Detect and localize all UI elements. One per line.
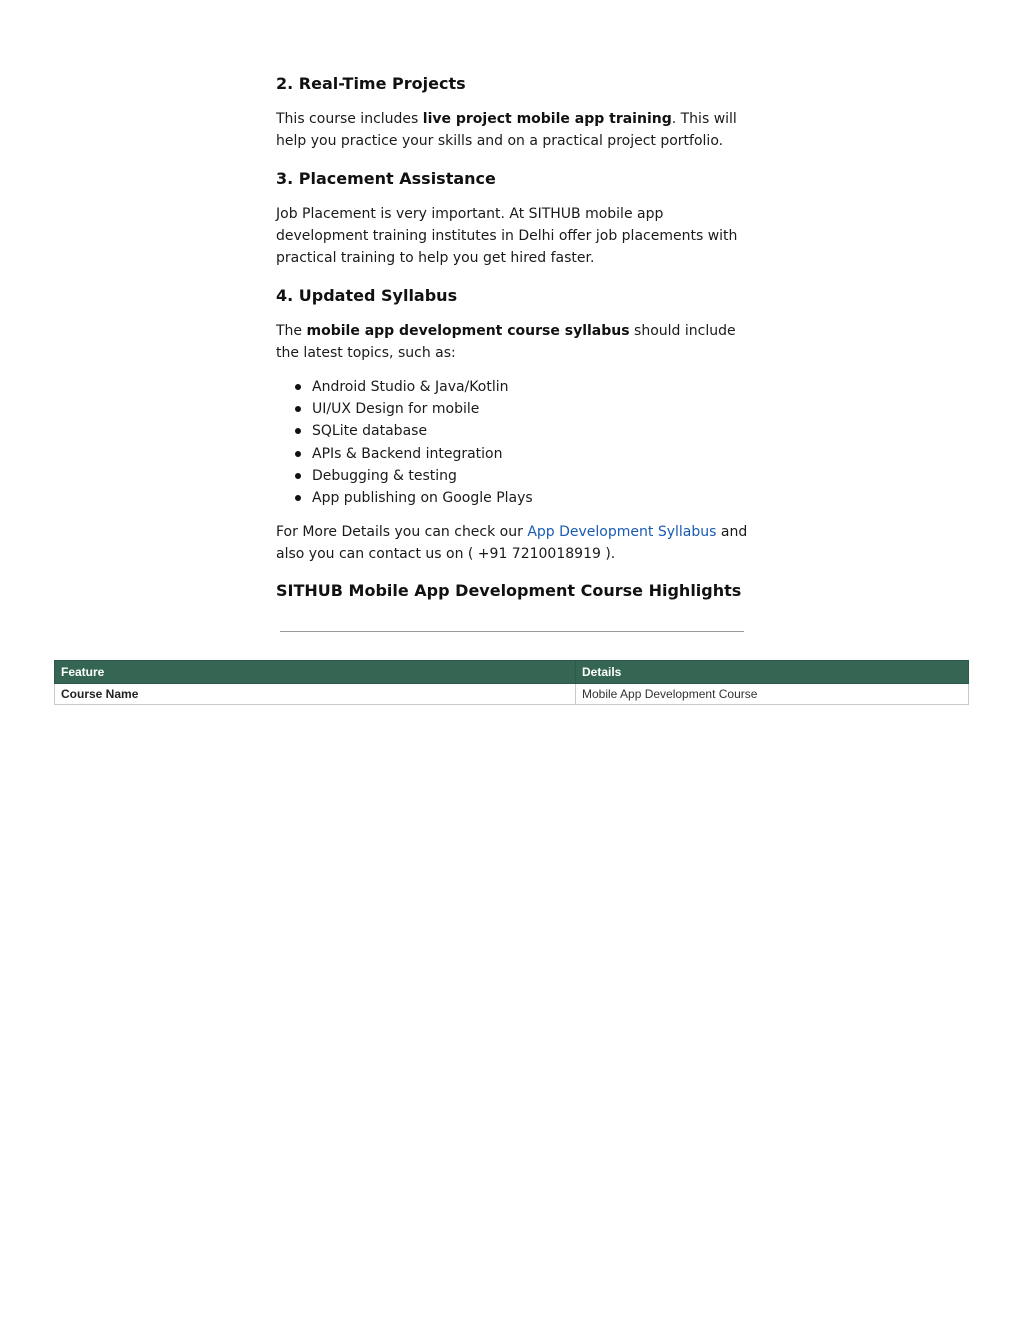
article-content [276, 60, 752, 603]
table-cell-feature: Course Name [55, 684, 576, 705]
paragraph-text: should include the latest topics, such as: [276, 323, 736, 361]
syllabus-topics-list [276, 376, 752, 509]
section-heading-real-time-projects: 2. Real-Time Projects [276, 74, 466, 93]
list-item [276, 465, 752, 487]
real-time-projects-paragraph [276, 108, 752, 152]
list-item-label: UI/UX Design for mobile [312, 401, 480, 418]
more-details-paragraph [276, 521, 752, 565]
bullet-icon [295, 406, 301, 412]
course-highlights-heading: SITHUB Mobile App Development Course Highlights [276, 581, 742, 601]
list-item-label: Debugging & testing [312, 467, 457, 484]
bullet-icon [295, 384, 301, 390]
bullet-icon [295, 428, 301, 434]
course-highlights-table [54, 660, 969, 705]
table-cell-details: Mobile App Development Course [576, 684, 969, 705]
table-row [55, 684, 969, 705]
list-item-label: App publishing on Google Plays [312, 490, 533, 507]
list-item [276, 376, 752, 398]
bullet-icon [295, 495, 301, 501]
placement-assistance-paragraph: Job Placement is very important. At SITHUB mobile app development training institutes in Delhi offer job placements with practical training to help you get hired faster. [276, 206, 738, 266]
list-item [276, 487, 752, 509]
list-item-label: Android Studio & Java/Kotlin [312, 379, 509, 395]
updated-syllabus-paragraph [276, 320, 752, 364]
list-item-label: SQLite database [312, 423, 428, 440]
bullet-icon [295, 473, 301, 479]
list-item [276, 420, 752, 442]
paragraph-bold-text: live project mobile app training [422, 111, 672, 127]
syllabus-link[interactable]: App Development Syllabus [527, 524, 717, 541]
section-heading-placement-assistance: 3. Placement Assistance [276, 169, 496, 188]
column-header-details: Details [576, 661, 969, 684]
list-item [276, 443, 752, 465]
paragraph-bold-text: mobile app development course syllabus [306, 323, 630, 339]
paragraph-text: This course includes [276, 111, 423, 127]
section-heading-updated-syllabus: 4. Updated Syllabus [276, 286, 458, 305]
paragraph-text: . This will help you practice your skills and on a practical project portfolio. [276, 111, 737, 149]
table-header-row [55, 661, 969, 684]
column-header-feature: Feature [55, 661, 576, 684]
bullet-icon [295, 451, 301, 457]
list-item-label: APIs & Backend integration [312, 445, 503, 462]
paragraph-text: For More Details you can check our [276, 524, 528, 541]
paragraph-text: The [276, 323, 307, 339]
list-item [276, 398, 752, 420]
horizontal-divider [280, 631, 744, 632]
paragraph-text: and also you can contact us on ( +91 7210018919 ). [276, 524, 748, 563]
